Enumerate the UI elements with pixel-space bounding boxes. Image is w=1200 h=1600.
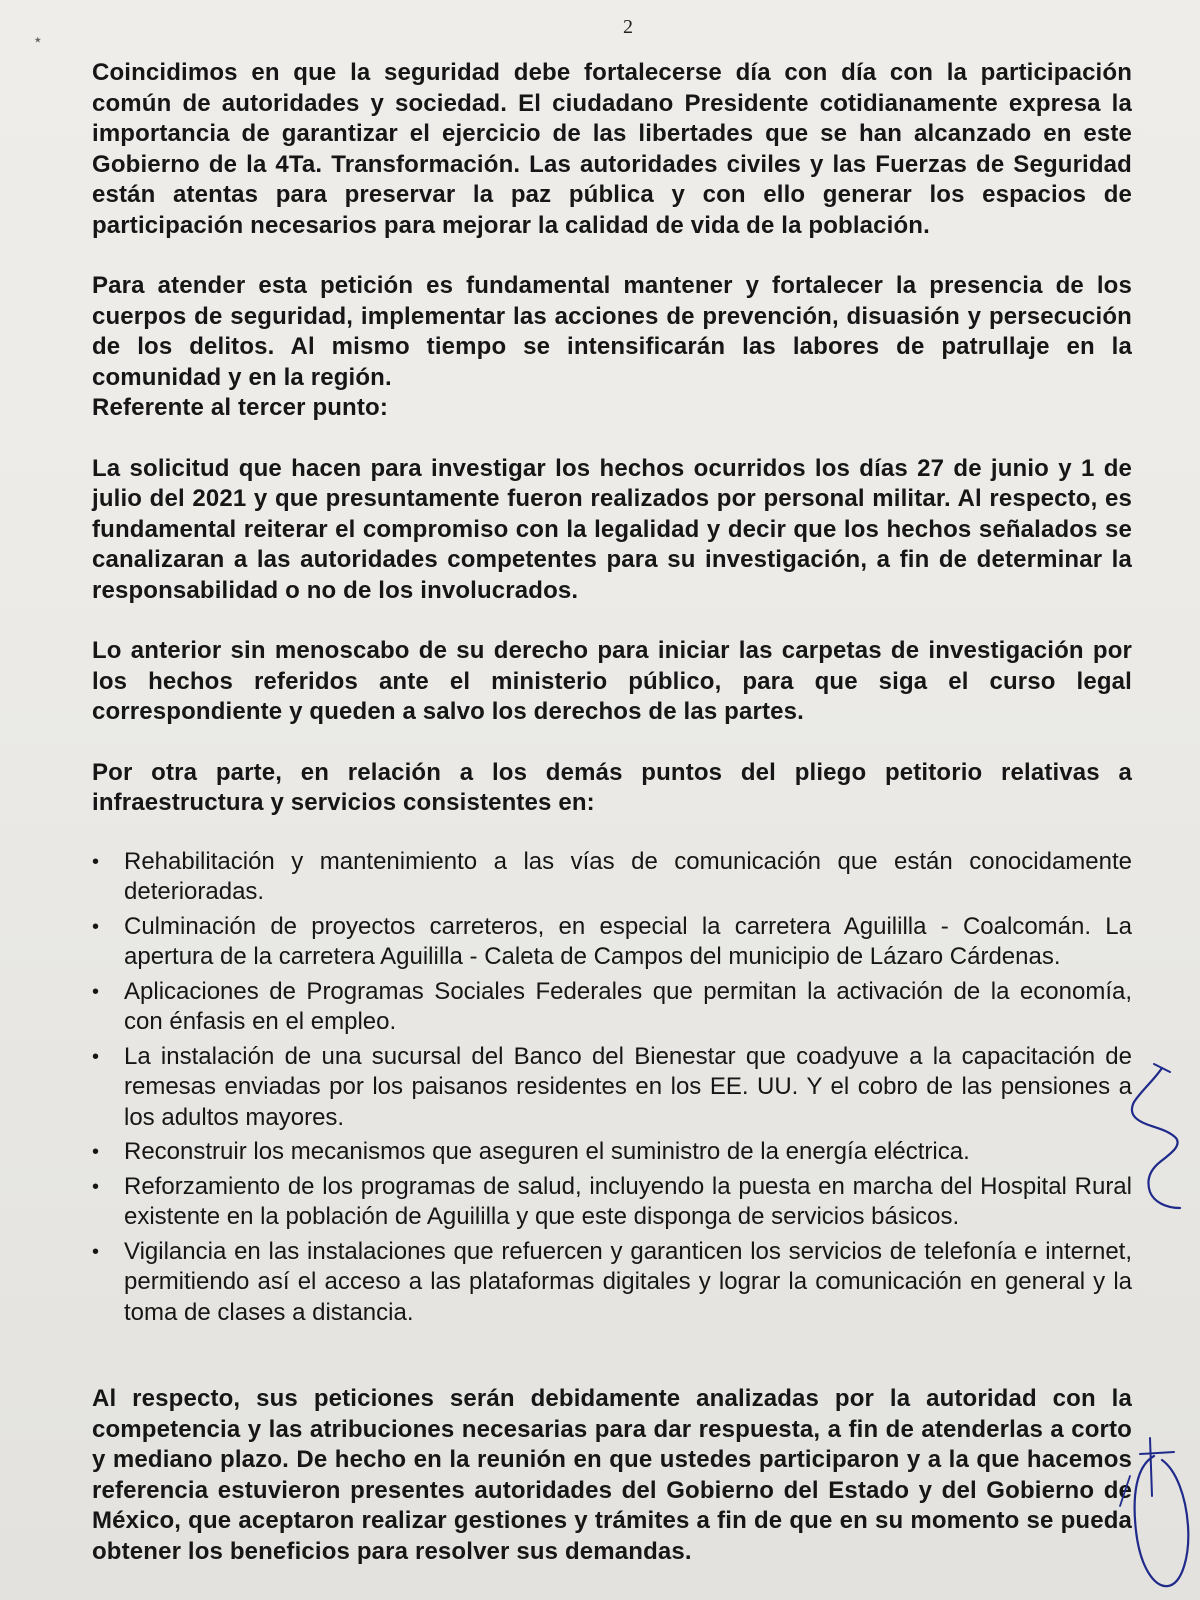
bullet-icon: • <box>92 980 100 1003</box>
heading-third-point: Referente al tercer punto: <box>92 394 388 421</box>
list-item-text: Aplicaciones de Programas Sociales Federales que permitan la activación de la economía, con énfasis en el empleo. <box>124 977 1132 1035</box>
list-item <box>92 1137 1132 1168</box>
list-item-text: Rehabilitación y mantenimiento a las vías de comunicación que están conocidamente deterioradas. <box>124 847 1132 905</box>
list-item <box>92 1042 1132 1134</box>
list-item <box>92 1237 1132 1329</box>
handwritten-brace-mark <box>1124 1062 1200 1212</box>
list-item-text: Reforzamiento de los programas de salud, incluyendo la puesta en marcha del Hospital Rural existente en la población de Aguililla y que este disponga de servicios básicos. <box>124 1172 1132 1230</box>
list-item-text: Reconstruir los mecanismos que aseguren el suministro de la energía eléctrica. <box>124 1138 970 1165</box>
list-item-text: La instalación de una sucursal del Banco del Bienestar que coadyuve a la capacitación de remesas enviadas por los paisanos residentes en los EE. UU. Y el cobro de las pensiones a los adultos mayores. <box>124 1042 1132 1131</box>
bullet-icon: • <box>92 1175 100 1198</box>
bullet-icon: • <box>92 1141 100 1163</box>
list-item <box>92 1172 1132 1233</box>
list-item-text: Culminación de proyectos carreteros, en especial la carretera Aguililla - Coalcomán. La apertura de la carretera Aguililla - Caleta de Campos del municipio de Lázaro Cárdenas. <box>124 912 1132 970</box>
paragraph-closing: Al respecto, sus peticiones serán debidamente analizadas por la autoridad con la competencia y las atribuciones necesarias para dar respuesta, a fin de atenderlas a corto y mediano plazo. De hecho en la reunión en que ustedes participaron y a la que hacemos referencia estuvieron presentes autoridades del Gobierno del Estado y del Gobierno de México, que aceptaron realizar gestiones y trámites a fin de que en su momento se pueda obtener los beneficios para resolver sus demandas. <box>92 1385 1132 1565</box>
paragraph-investigation-request: La solicitud que hacen para investigar los hechos ocurridos los días 27 de junio y 1 de julio del 2021 y que presuntamente fueron realizados por personal militar. Al respecto, es fundamental reiterar el compromiso con la legalidad y decir que los hechos señalados se canalizaran a las autoridades competentes para su investigación, a fin de determinar la responsabilidad o no de los involucrados. <box>92 454 1132 604</box>
paragraph-infrastructure-intro: Por otra parte, en relación a los demás puntos del pliego petitorio relativas a infraestructura y servicios consistentes en: <box>92 758 1132 816</box>
paragraph-security-presence: Para atender esta petición es fundamental mantener y fortalecer la presencia de los cuerpos de seguridad, implementar las acciones de prevención, disuasión y persecución de los delitos. Al mismo tiempo se intensificarán las labores de patrullaje en la comunidad y en la región. <box>92 272 1132 391</box>
petition-bullet-list <box>92 847 1132 1329</box>
list-item <box>92 977 1132 1038</box>
document-body <box>92 58 1132 1567</box>
list-item <box>92 847 1132 908</box>
page-number: 2 <box>623 16 633 38</box>
bullet-icon: • <box>92 915 100 938</box>
paragraph-security-cooperation: Coincidimos en que la seguridad debe fortalecerse día con día con la participación común de autoridades y sociedad. El ciudadano Presidente cotidianamente expresa la importancia de garantizar el ejercicio de las libertades que se han alcanzado en este Gobierno de la 4Ta. Transformación. Las autoridades civiles y las Fuerzas de Seguridad están atentas para preservar la paz pública y con ello generar los espacios de participación necesarios para mejorar la calidad de vida de la población. <box>92 59 1132 239</box>
bullet-icon: • <box>92 850 100 873</box>
list-item <box>92 912 1132 973</box>
list-item-text: Vigilancia en las instalaciones que refuercen y garanticen los servicios de telefonía e internet, permitiendo así el acceso a las plataformas digitales y lograr la comunicación en general y la toma de clases a distancia. <box>124 1237 1132 1326</box>
bullet-icon: • <box>92 1240 100 1263</box>
paragraph-legal-rights: Lo anterior sin menoscabo de su derecho para iniciar las carpetas de investigación por los hechos referidos ante el ministerio público, para que siga el curso legal correspondiente y queden a salvo los derechos de las partes. <box>92 637 1132 725</box>
paper-mark: ٭ <box>34 31 42 47</box>
bullet-icon: • <box>92 1045 100 1068</box>
